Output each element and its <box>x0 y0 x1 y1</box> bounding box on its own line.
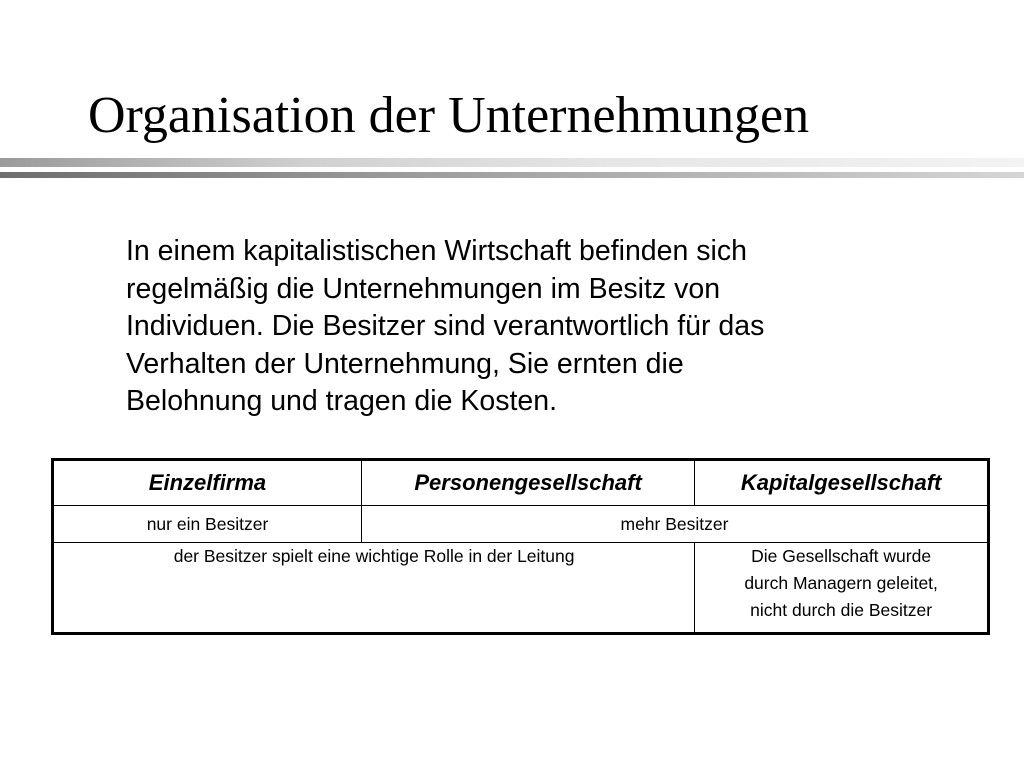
cell-line: durch Managern geleitet, <box>744 573 938 593</box>
cell-owner-management: der Besitzer spielt eine wichtige Rolle in der Leitung <box>53 543 695 634</box>
table-row-management <box>53 543 989 634</box>
company-types-table <box>51 458 990 635</box>
paragraph-line: regelmäßig die Unternehmungen im Besitz von <box>126 272 721 305</box>
cell-single-owner: nur ein Besitzer <box>53 506 362 543</box>
header-einzelfirma: Einzelfirma <box>53 460 362 506</box>
title-divider-light <box>0 158 1024 167</box>
paragraph-line: Individuen. Die Besitzer sind verantwortlich für das <box>126 310 765 342</box>
title-divider-dark <box>0 172 1024 178</box>
header-personengesellschaft: Personengesellschaft <box>361 460 694 506</box>
header-kapitalgesellschaft: Kapitalgesellschaft <box>695 460 989 506</box>
paragraph-line: In einem kapitalistischen Wirtschaft befinden sich <box>126 235 747 267</box>
table-header-row <box>53 460 989 506</box>
cell-line: nicht durch die Besitzer <box>750 600 933 620</box>
table-row-owners <box>53 506 989 543</box>
paragraph-line: Belohnung und tragen die Kosten. <box>126 385 558 417</box>
cell-line: Die Gesellschaft wurde <box>751 546 932 566</box>
cell-multiple-owners: mehr Besitzer <box>361 506 988 543</box>
paragraph-line: Verhalten der Unternehmung, Sie ernten die <box>126 347 684 380</box>
cell-manager-management <box>695 543 989 634</box>
intro-paragraph <box>126 233 926 421</box>
slide-title: Organisation der Unternehmungen <box>88 87 810 144</box>
